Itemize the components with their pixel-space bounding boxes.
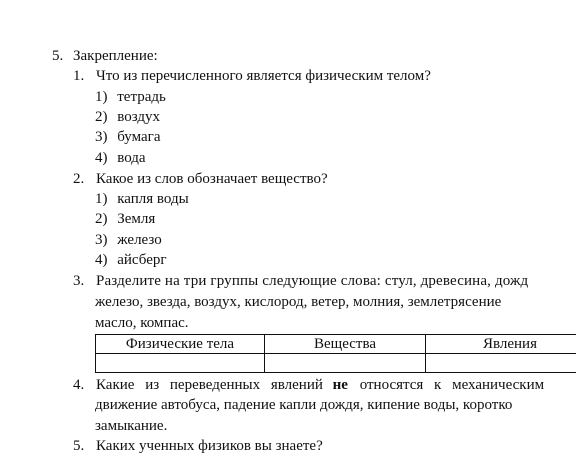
section-number: 5.	[52, 48, 64, 64]
section-title: Закрепление:	[73, 48, 158, 64]
option-item	[95, 108, 160, 126]
question-text: Что из перечисленного является физическим телом?	[96, 68, 431, 84]
option-text: Земля	[117, 211, 156, 227]
question-number: 5.	[73, 438, 85, 454]
option-text: вода	[117, 150, 146, 166]
question-text-line: движение автобуса, падение капли дождя, кипение воды, коротко	[95, 397, 513, 413]
question-number: 2.	[73, 171, 85, 187]
option-text: бумага	[117, 129, 161, 145]
table-cell	[426, 354, 576, 373]
table-header-row	[96, 335, 576, 354]
question-text: Какое из слов обозначает вещество?	[96, 171, 328, 187]
option-text: айсберг	[117, 252, 167, 268]
option-item	[95, 251, 167, 269]
emphasis-text: не	[332, 377, 348, 393]
option-item	[95, 128, 160, 146]
option-item	[95, 190, 189, 208]
option-item	[95, 231, 162, 249]
groups-table	[95, 334, 576, 373]
question-text-line: железо, звезда, воздух, кислород, ветер, молния, землетрясение	[95, 294, 502, 310]
table-row	[96, 354, 576, 373]
section-heading	[52, 47, 158, 65]
option-number: 1)	[95, 89, 108, 105]
table-cell	[265, 354, 426, 373]
question-number: 3.	[73, 273, 85, 289]
option-number: 1)	[95, 191, 108, 207]
question-number: 1.	[73, 68, 85, 84]
option-number: 3)	[95, 232, 108, 248]
option-number: 2)	[95, 109, 108, 125]
table-header: Вещества	[265, 335, 426, 354]
option-item	[95, 210, 155, 228]
question-text-line: замыкание.	[95, 418, 168, 434]
question-text: Разделите на три группы следующие слова: стул, древесина, дожд	[96, 273, 529, 289]
option-number: 3)	[95, 129, 108, 145]
question-text-line: масло, компас.	[95, 315, 189, 331]
question-text: Каких ученных физиков вы знаете?	[96, 438, 323, 454]
table-cell	[96, 354, 265, 373]
option-number: 2)	[95, 211, 108, 227]
question-4	[73, 376, 544, 394]
option-text: тетрадь	[117, 89, 166, 105]
question-number: 4.	[73, 377, 85, 393]
option-text: воздух	[117, 109, 161, 125]
question-2	[73, 170, 328, 188]
option-text: железо	[117, 232, 162, 248]
option-number: 4)	[95, 150, 108, 166]
option-item	[95, 88, 166, 106]
question-5	[73, 437, 323, 455]
table-header: Физические тела	[96, 335, 265, 354]
question-3	[73, 272, 528, 290]
option-number: 4)	[95, 252, 108, 268]
table-header: Явления	[426, 335, 576, 354]
question-text: относятся к механическим	[359, 377, 545, 393]
question-1	[73, 67, 431, 85]
option-item	[95, 149, 146, 167]
question-text: Какие из переведенных явлений	[96, 377, 323, 393]
option-text: капля воды	[117, 191, 189, 207]
